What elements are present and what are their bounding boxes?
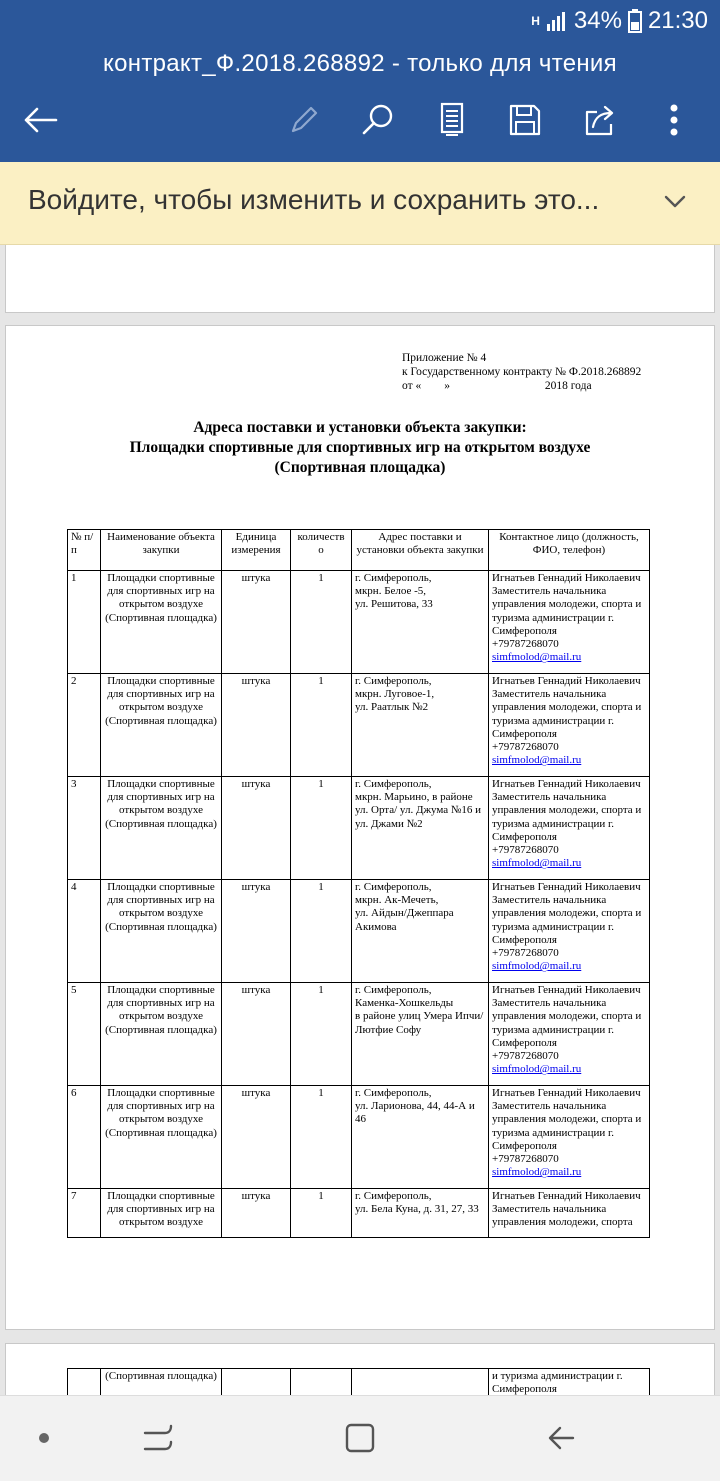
network-type-icon: H [531,14,540,28]
cell-contact [489,983,650,1086]
cell-address: г. Симферополь, ул. Ларионова, 44, 44-А и 46 [352,1086,489,1189]
battery-percent: 34% [573,7,622,34]
heading-line: (Спортивная площадка) [274,459,446,476]
email-link[interactable]: simfmolod@mail.ru [492,651,582,664]
battery-icon [628,9,642,33]
sign-in-banner-text: Войдите, чтобы изменить и сохранить это... [28,184,600,215]
header-contact: Контактное лицо (должность, ФИО, телефон) [489,530,650,571]
header-unit: Единица измерения [222,530,291,571]
cell-num: 4 [68,880,101,983]
annex-line: Приложение № 4 [402,352,487,364]
contact-text: Игнатьев Геннадий Николаевич Заместитель начальника управления молодежи, спорта и туризма администрации г. Симферополя +79787268070 [492,881,642,960]
recent-apps-icon[interactable] [138,1418,178,1458]
table-row [68,777,650,880]
heading-line: Площадки спортивные для спортивных игр на открытом воздухе [129,439,591,456]
search-icon[interactable] [358,100,398,140]
cell-qty: 1 [291,571,352,674]
cell-address: г. Симферополь, мкрн. Ак-Мечеть, ул. Айдын/Джеппара Акимова [352,880,489,983]
cell-num: 6 [68,1086,101,1189]
cell-qty: 1 [291,777,352,880]
annex-line: к Государственному контракту № Ф.2018.268892 [402,366,642,378]
cell-qty: 1 [291,1189,352,1238]
document-heading [6,418,714,478]
heading-line: Адреса поставки и установки объекта закупки: [193,419,527,436]
header-address: Адрес поставки и установки объекта закупки [352,530,489,571]
contact-text: Игнатьев Геннадий Николаевич Заместитель начальника управления молодежи, спорта и туризма администрации г. Симферополя +79787268070 [492,778,642,857]
header-qty: количеств о [291,530,352,571]
cell-num: 7 [68,1189,101,1238]
sign-in-banner[interactable] [0,162,720,245]
cell-address: г. Симферополь, мкрн. Марьино, в районе ул. Орта/ ул. Джума №16 и ул. Джами №2 [352,777,489,880]
contact-text: Игнатьев Геннадий Николаевич Заместитель начальника управления молодежи, спорта и туризма администрации г. Симферополя +79787268070 [492,1087,642,1166]
cell-qty: 1 [291,1086,352,1189]
cell-contact [489,1086,650,1189]
cell-name: Площадки спортивные для спортивных игр на открытом воздухе (Спортивная площадка) [101,674,222,777]
contact-text: Игнатьев Геннадий Николаевич Заместитель начальника управления молодежи, спорта и туризма администрации г. Симферополя +79787268070 [492,984,642,1063]
signal-icon [546,10,568,32]
cell-unit: штука [222,777,291,880]
document-page [5,325,715,1330]
back-icon[interactable] [542,1418,582,1458]
cell-address: г. Симферополь, мкрн. Луговое-1, ул. Раатлык №2 [352,674,489,777]
cell-qty [291,1369,352,1396]
table-row [68,983,650,1086]
cell-qty: 1 [291,880,352,983]
contact-text: Игнатьев Геннадий Николаевич Заместитель начальника управления молодежи, спорта и туризма администрации г. Симферополя +79787268070 [492,675,642,754]
cell-name: Площадки спортивные для спортивных игр на открытом воздухе (Спортивная площадка) [101,1086,222,1189]
cell-address: г. Симферополь, мкрн. Белое -5, ул. Решитова, 33 [352,571,489,674]
table-row [68,1086,650,1189]
back-arrow-icon[interactable] [20,100,60,140]
more-options-icon[interactable] [654,100,694,140]
email-link[interactable]: simfmolod@mail.ru [492,754,582,767]
dot-indicator-icon[interactable] [24,1418,64,1458]
cell-unit: штука [222,880,291,983]
status-bar [0,0,720,42]
cell-qty: 1 [291,674,352,777]
table-row [68,880,650,983]
cell-name: Площадки спортивные для спортивных игр на открытом воздухе (Спортивная площадка) [101,880,222,983]
cell-num: 5 [68,983,101,1086]
cell-unit: штука [222,1086,291,1189]
table-header-row [68,530,650,571]
email-link[interactable]: simfmolod@mail.ru [492,857,582,870]
table-row [68,674,650,777]
cell-unit [222,1369,291,1396]
cell-unit: штука [222,674,291,777]
table-row [68,1189,650,1238]
document-title: контракт_Ф.2018.268892 - только для чтения [103,50,617,77]
header-num: № п/п [68,530,101,571]
cell-address: г. Симферополь, Каменка-Хошкельды в районе улиц Умера Ипчи/Лютфие Софу [352,983,489,1086]
cell-contact: Игнатьев Геннадий Николаевич Заместитель начальника управления молодежи, спорта [489,1189,650,1238]
home-icon[interactable] [340,1418,380,1458]
share-icon[interactable] [580,100,620,140]
table-row [68,1369,650,1396]
cell-address: г. Симферополь, ул. Бела Куна, д. 31, 27, 33 [352,1189,489,1238]
cell-unit: штука [222,571,291,674]
cell-name: (Спортивная площадка) [101,1369,222,1396]
cell-name: Площадки спортивные для спортивных игр на открытом воздухе [101,1189,222,1238]
cell-num: 1 [68,571,101,674]
cell-name: Площадки спортивные для спортивных игр на открытом воздухе (Спортивная площадка) [101,571,222,674]
reading-mode-icon[interactable] [432,100,472,140]
table-row [68,571,650,674]
cell-unit: штука [222,1189,291,1238]
chevron-down-icon[interactable] [662,188,688,214]
clock: 21:30 [647,7,708,34]
annex-line: от « » 2018 года [402,380,592,392]
cell-qty: 1 [291,983,352,1086]
cell-contact [489,880,650,983]
edit-pencil-icon[interactable] [284,100,324,140]
delivery-addresses-table [67,529,650,1238]
cell-contact: и туризма администрации г. Симферополя [489,1369,650,1396]
cell-contact [489,674,650,777]
cell-contact [489,777,650,880]
system-nav-bar [0,1395,720,1481]
app-toolbar [0,42,720,162]
header-name: Наименование объекта закупки [101,530,222,571]
document-viewer[interactable] [0,245,720,1395]
document-page-previous [5,245,715,313]
document-page-next [5,1343,715,1395]
cell-num [68,1369,101,1396]
email-link[interactable]: simfmolod@mail.ru [492,1063,582,1076]
cell-name: Площадки спортивные для спортивных игр на открытом воздухе (Спортивная площадка) [101,983,222,1086]
cell-address [352,1369,489,1396]
cell-unit: штука [222,983,291,1086]
cell-name: Площадки спортивные для спортивных игр на открытом воздухе (Спортивная площадка) [101,777,222,880]
contact-text: Игнатьев Геннадий Николаевич Заместитель начальника управления молодежи, спорта и туризма администрации г. Симферополя +79787268070 [492,572,642,651]
cell-num: 2 [68,674,101,777]
save-icon[interactable] [505,100,545,140]
email-link[interactable]: simfmolod@mail.ru [492,960,582,973]
cell-num: 3 [68,777,101,880]
annex-header [402,351,641,393]
table-continuation [67,1368,650,1395]
cell-contact [489,571,650,674]
email-link[interactable]: simfmolod@mail.ru [492,1166,582,1179]
